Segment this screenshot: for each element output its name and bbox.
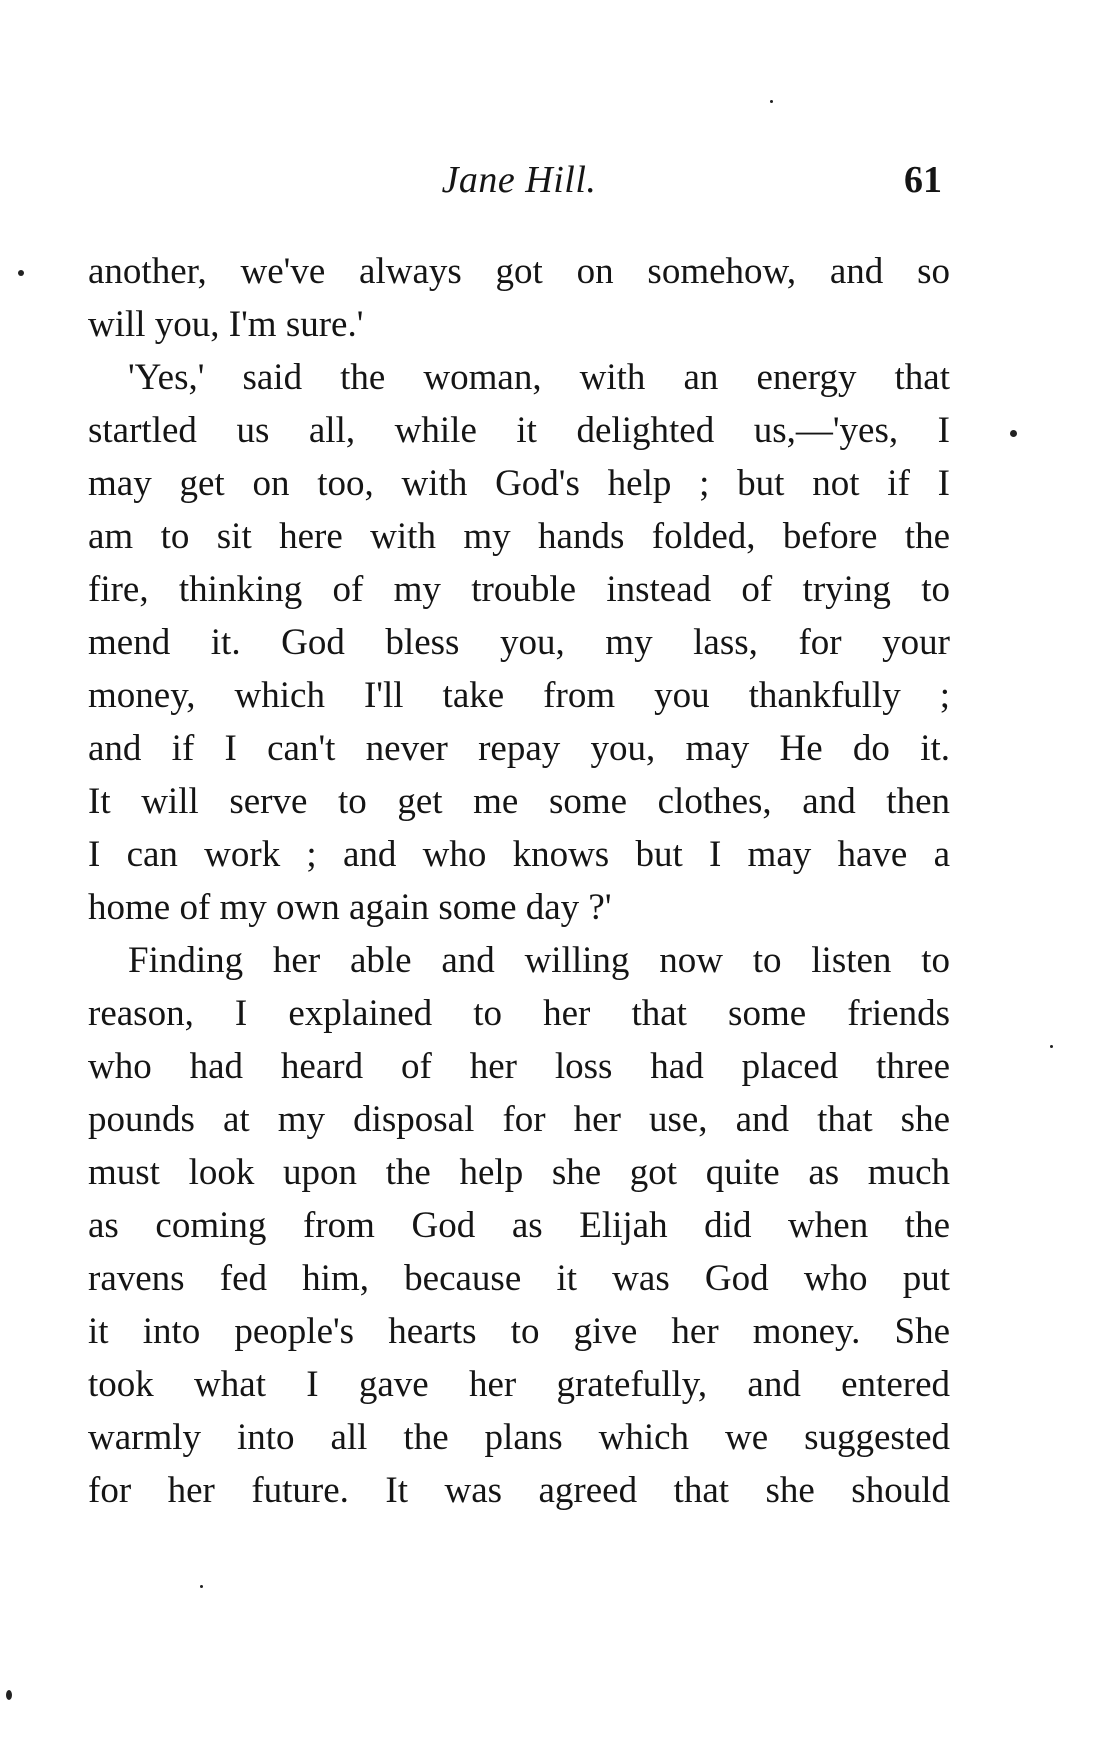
text-line: as coming from God as Elijah did when the [88, 1205, 950, 1246]
text-line: fire, thinking of my trouble instead of trying to [88, 569, 950, 610]
running-header [88, 158, 950, 208]
scan-speck [18, 270, 24, 276]
scan-speck [1050, 1045, 1053, 1048]
text-line: warmly into all the plans which we suggested [88, 1417, 950, 1458]
scan-speck [770, 100, 773, 103]
text-line: may get on too, with God's help ; but not if I [88, 463, 950, 504]
text-line: home of my own again some day ?' [88, 887, 612, 928]
text-line: am to sit here with my hands folded, before the [88, 516, 950, 557]
page-number: 61 [904, 159, 942, 201]
text-line: must look upon the help she got quite as much [88, 1152, 950, 1193]
body-text [88, 245, 950, 1517]
text-line: startled us all, while it delighted us,—'yes, I [88, 410, 950, 451]
text-line: reason, I explained to her that some friends [88, 993, 950, 1034]
scan-speck [1010, 430, 1017, 437]
text-line: will you, I'm sure.' [88, 304, 364, 345]
text-line: another, we've always got on somehow, and so [88, 251, 950, 292]
text-line: It will serve to get me some clothes, and then [88, 781, 950, 822]
paragraph-2 [88, 351, 950, 934]
text-line: I can work ; and who knows but I may have a [88, 834, 950, 875]
text-line: who had heard of her loss had placed three [88, 1046, 950, 1087]
text-line: Finding her able and willing now to listen to [128, 940, 950, 981]
paragraph-1 [88, 245, 950, 351]
text-line: for her future. It was agreed that she should [88, 1470, 950, 1511]
scan-speck [200, 1585, 203, 1588]
text-line: it into people's hearts to give her money. She [88, 1311, 950, 1352]
text-line: pounds at my disposal for her use, and that she [88, 1099, 950, 1140]
running-title: Jane Hill. [441, 159, 597, 201]
text-line: money, which I'll take from you thankfully ; [88, 675, 950, 716]
text-line: mend it. God bless you, my lass, for your [88, 622, 950, 663]
scan-speck [6, 1690, 12, 1700]
paragraph-3 [88, 934, 950, 1517]
text-line: ravens fed him, because it was God who put [88, 1258, 950, 1299]
text-line: took what I gave her gratefully, and entered [88, 1364, 950, 1405]
text-line: and if I can't never repay you, may He do it. [88, 728, 950, 769]
text-line: 'Yes,' said the woman, with an energy that [128, 357, 950, 398]
